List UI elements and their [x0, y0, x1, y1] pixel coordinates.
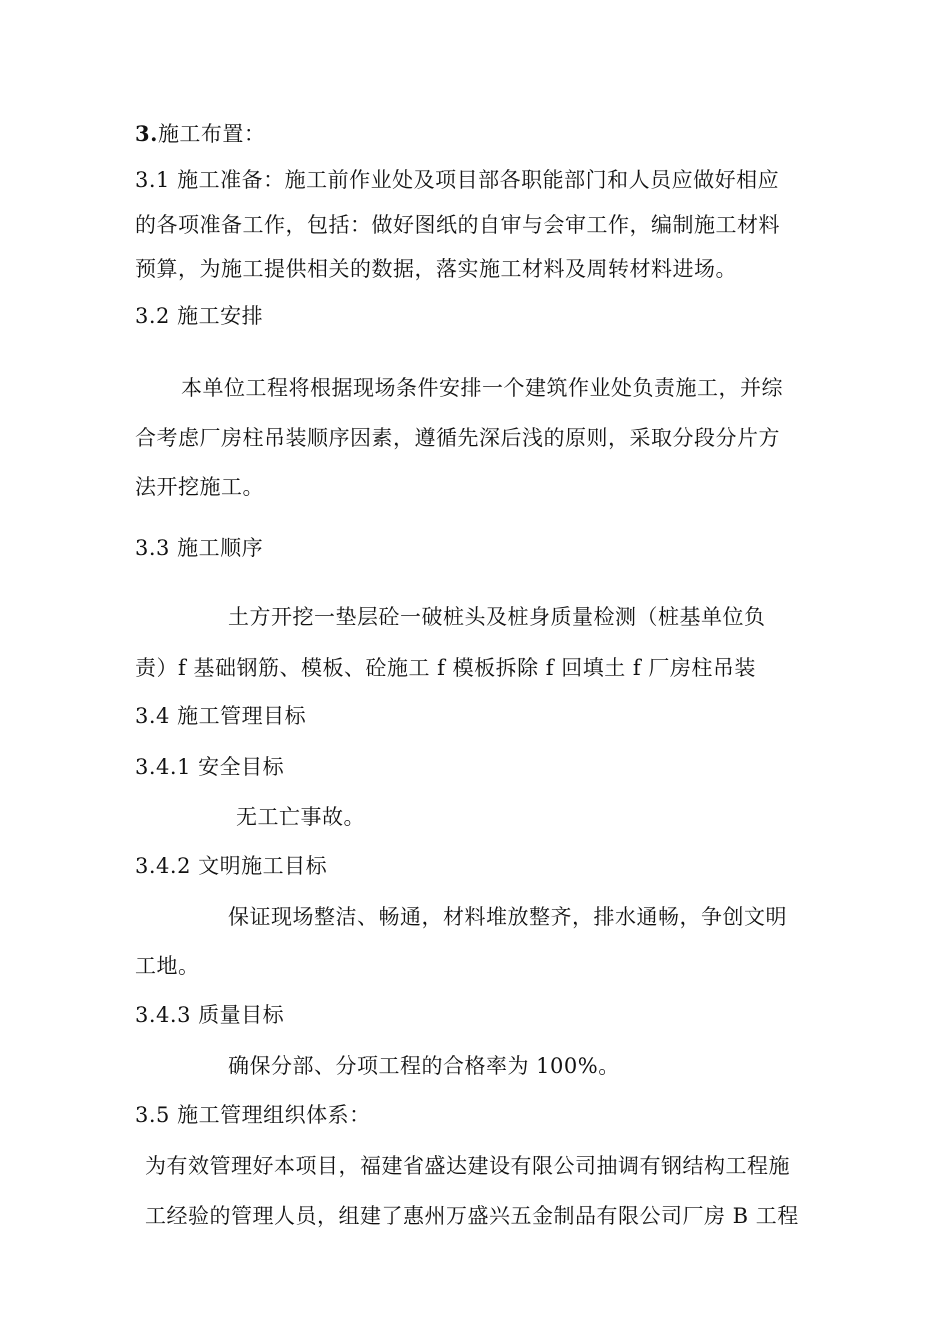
section-heading-3: 3.施工布置： — [135, 121, 266, 146]
paragraph-line: 为有效管理好本项目，福建省盛达建设有限公司抽调有钢结构工程施 — [145, 1154, 790, 1178]
section-heading-3-4: 3.4 施工管理目标 — [135, 704, 307, 728]
paragraph-line: 的各项准备工作，包括：做好图纸的自审与会审工作，编制施工材料 — [135, 213, 780, 237]
section-heading-3-4-2: 3.4.2 文明施工目标 — [135, 854, 328, 878]
paragraph-line: 法开挖施工。 — [135, 475, 264, 499]
paragraph-line: 责）f 基础钢筋、模板、砼施工 f 模板拆除 f 回填土 f 厂房柱吊装 — [135, 656, 756, 680]
paragraph-line: 工经验的管理人员，组建了惠州万盛兴五金制品有限公司厂房 B 工程 — [145, 1204, 799, 1228]
section-heading-3-4-3: 3.4.3 质量目标 — [135, 1003, 285, 1027]
section-heading-3-2: 3.2 施工安排 — [135, 304, 264, 328]
paragraph-line: 合考虑厂房柱吊装顺序因素，遵循先深后浅的原则，采取分段分片方 — [135, 426, 780, 450]
paragraph-line: 工地。 — [135, 954, 200, 978]
paragraph-line: 土方开挖一垫层砼一破桩头及桩身质量检测（桩基单位负 — [228, 605, 766, 629]
paragraph-line: 3.1 施工准备：施工前作业处及项目部各职能部门和人员应做好相应 — [135, 168, 780, 192]
section-heading-3-5: 3.5 施工管理组织体系： — [135, 1103, 371, 1127]
paragraph-line: 无工亡事故。 — [236, 805, 365, 829]
section-heading-3-3: 3.3 施工顺序 — [135, 536, 264, 560]
section-heading-3-4-1: 3.4.1 安全目标 — [135, 755, 285, 779]
paragraph-line: 保证现场整洁、畅通，材料堆放整齐，排水通畅，争创文明 — [228, 905, 787, 929]
paragraph-line: 本单位工程将根据现场条件安排一个建筑作业处负责施工，并综 — [181, 376, 783, 400]
paragraph-line: 预算，为施工提供相关的数据，落实施工材料及周转材料进场。 — [135, 257, 737, 281]
paragraph-line: 确保分部、分项工程的合格率为 100%。 — [228, 1054, 620, 1078]
